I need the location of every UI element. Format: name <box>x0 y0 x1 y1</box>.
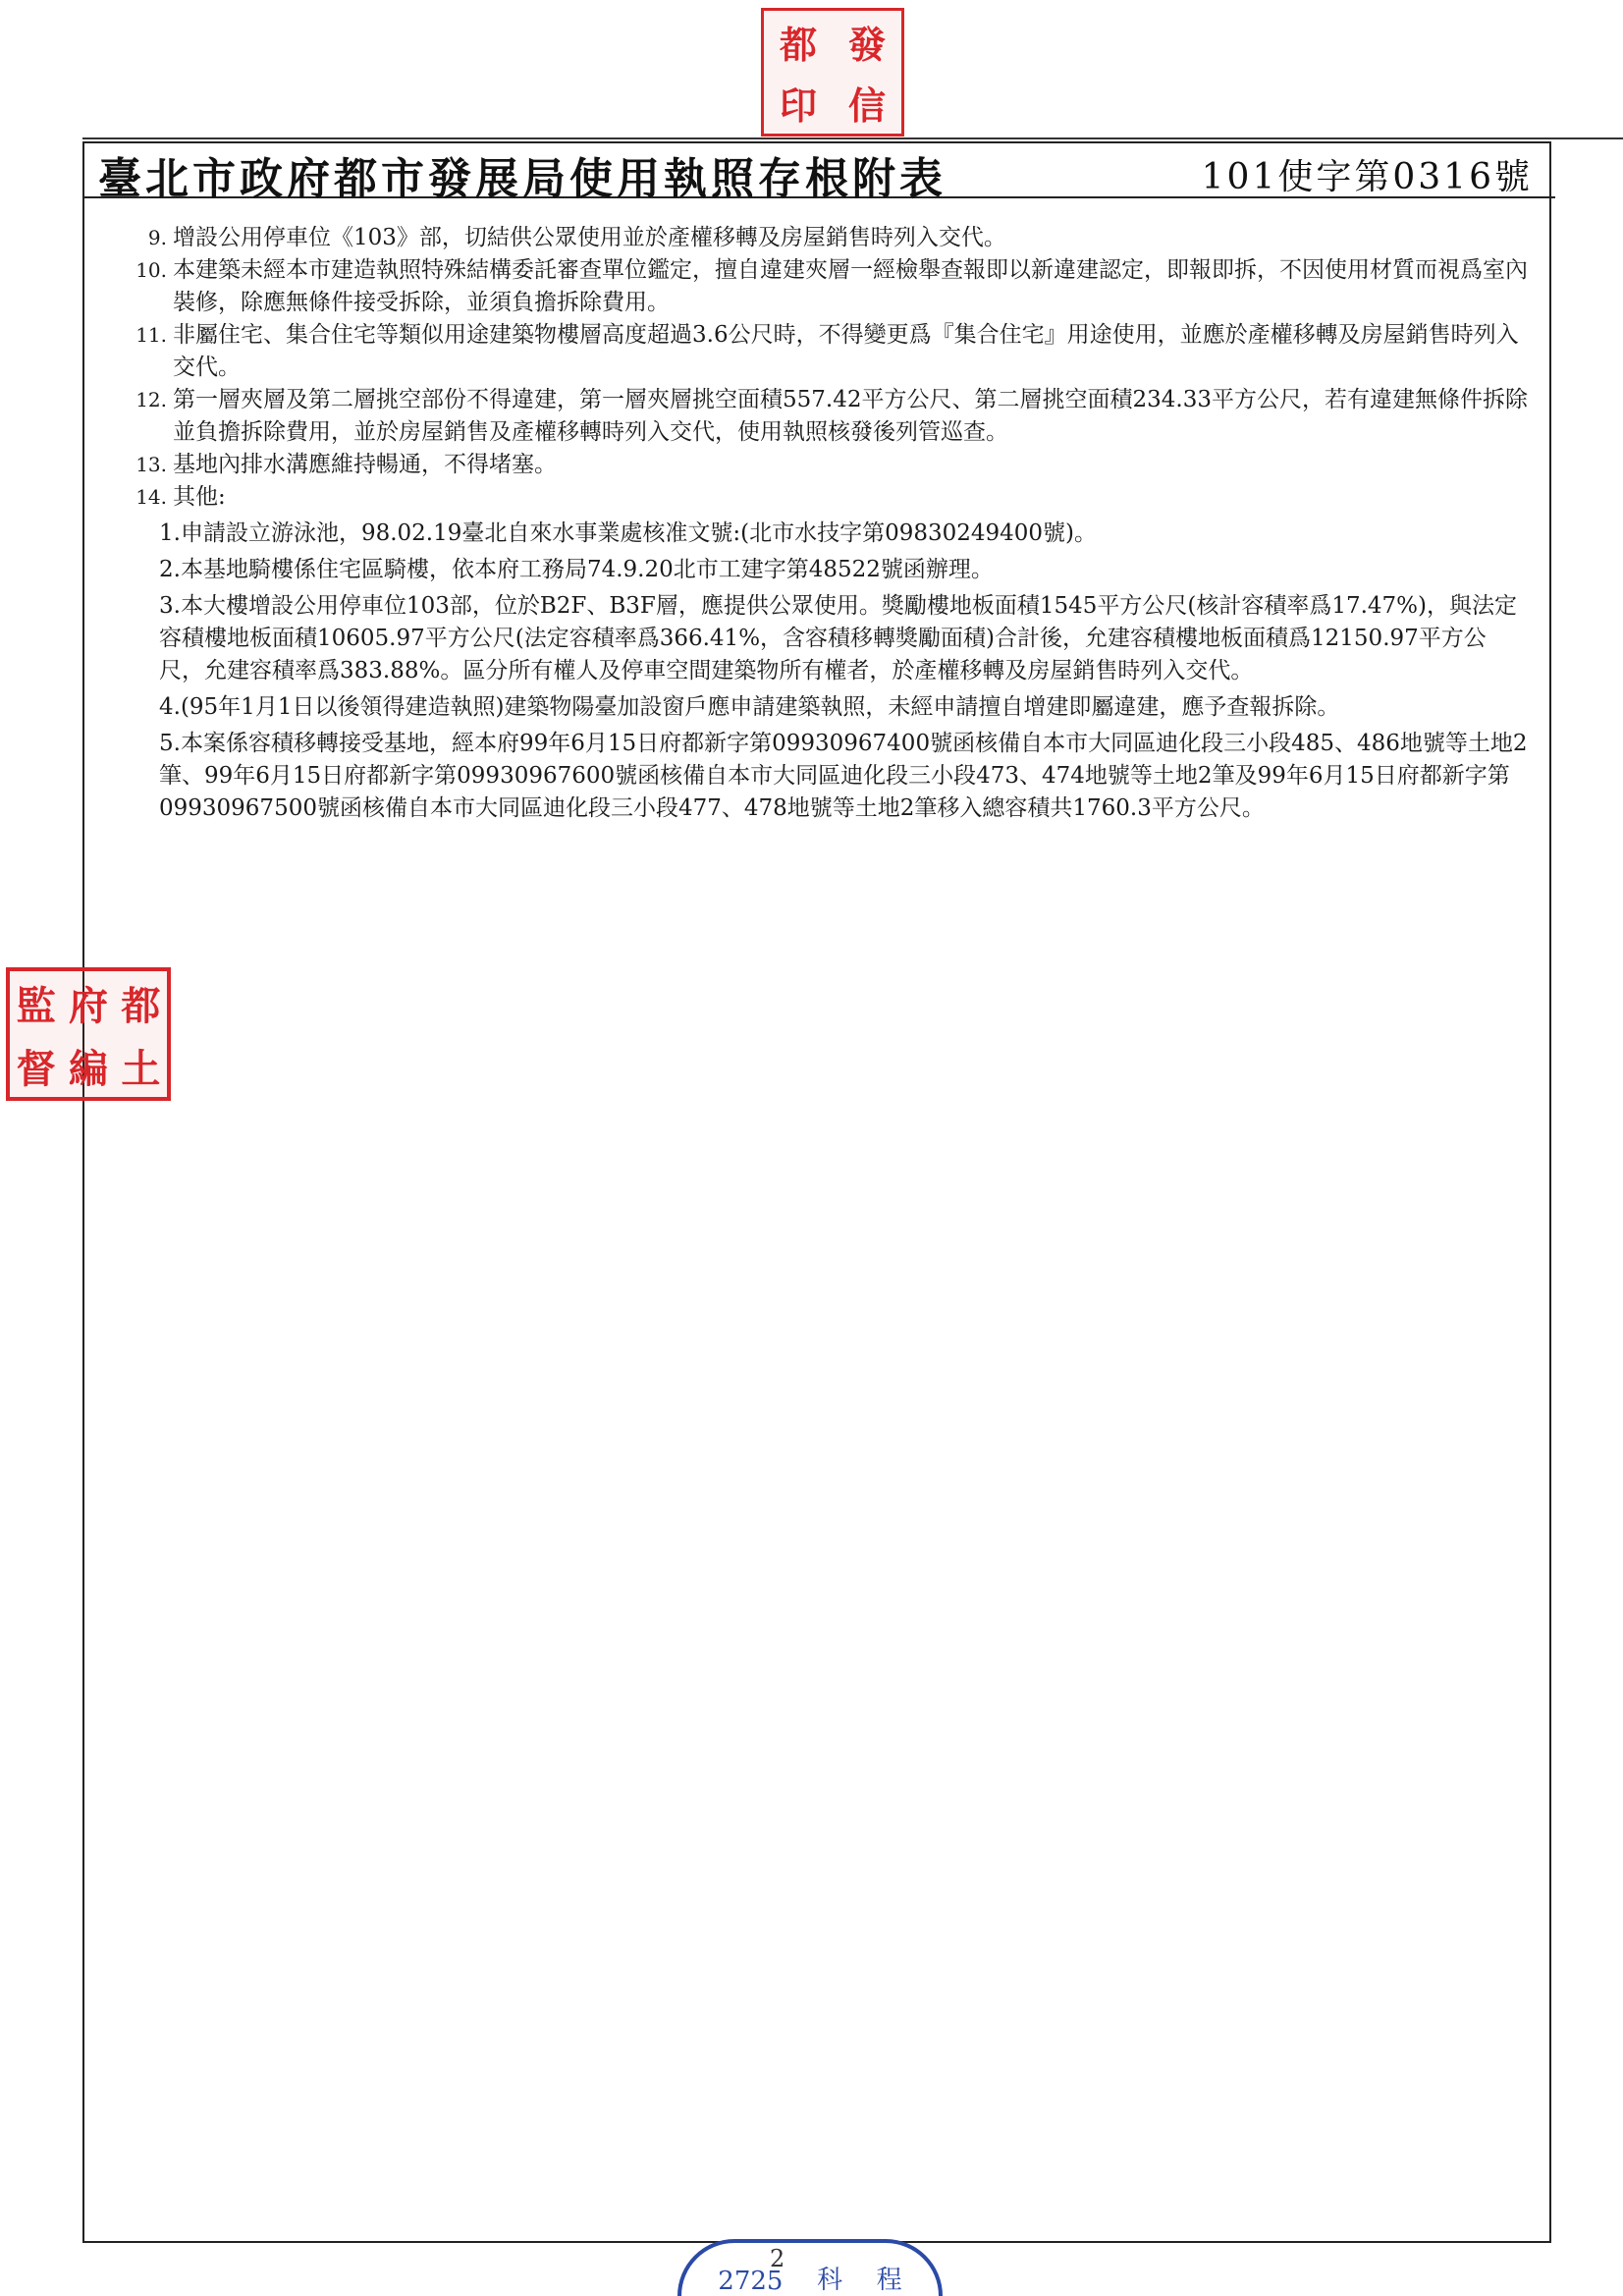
official-seal-bottom <box>677 2239 943 2296</box>
seal-glyph: 信 <box>847 83 886 129</box>
official-seal-left <box>6 967 171 1101</box>
list-item <box>126 384 1530 449</box>
item-text: 第一層夾層及第二層挑空部份不得違建，第一層夾層挑空面積557.42平方公尺、第二層挑空面積234.33平方公尺，若有違建無條件拆除並負擔拆除費用，並於房屋銷售及產權移轉時列入交代，使用執照核發後列管巡查。 <box>173 387 1528 445</box>
page-number: 2 <box>770 2245 785 2272</box>
permit-number: 101使字第0316號 <box>1201 157 1533 197</box>
seal-glyph: 監 <box>16 982 56 1029</box>
sub-item: 1.申請設立游泳池，98.02.19臺北自來水事業處核准文號:(北市水技字第09830249400號)。 <box>159 520 1098 546</box>
item-number: 9. <box>147 226 167 249</box>
seal-glyph: 編 <box>68 1045 108 1092</box>
seal-glyph: 都 <box>121 982 161 1029</box>
sub-item: 5.本案係容積移轉接受基地，經本府99年6月15日府都新字第09930967400號函核備自本市大同區迪化段三小段485、486地號等土地2筆、99年6月15日府都新字第09930967600號函核備自本市大同區迪化段三小段473、474地號等土地2筆及99年6月15日府都新字第09930967500號函核備自本市大同區迪化段三小段477、478地號等土地2筆移入總容積共1760.3平方公尺。 <box>159 731 1528 821</box>
seal-glyph: 府 <box>68 982 108 1029</box>
header-top-rule <box>82 137 1623 139</box>
item-text: 增設公用停車位《103》部，切結供公眾使用並於產權移轉及房屋銷售時列入交代。 <box>173 225 1006 250</box>
list-item <box>126 222 1530 254</box>
item-text: 其他: <box>173 484 226 510</box>
sub-item: 4.(95年1月1日以後領得建造執照)建築物陽臺加設窗戶應申請建築執照，未經申請擅自增建即屬違建，應予查報拆除。 <box>159 694 1340 720</box>
seal-glyph: 印 <box>779 83 817 129</box>
document-title: 臺北市政府都市發展局使用執照存根附表 <box>98 154 947 204</box>
conditions-list <box>126 222 1530 829</box>
seal-glyph: 土 <box>121 1045 161 1092</box>
list-item <box>126 481 1530 514</box>
seal-glyph: 程 <box>876 2266 902 2295</box>
list-item <box>126 254 1530 319</box>
item-text: 本建築未經本市建造執照特殊結構委託審查單位鑑定，擅自違建夾層一經檢舉查報即以新違建認定，即報即拆，不因使用材質而視爲室內裝修，除應無條件接受拆除，並須負擔拆除費用。 <box>173 257 1528 315</box>
official-seal-top <box>761 8 904 137</box>
seal-glyph: 發 <box>847 22 886 67</box>
item-number: 11. <box>135 323 167 347</box>
seal-glyph: 都 <box>779 22 817 67</box>
seal-glyph: 督 <box>16 1045 56 1092</box>
item-number: 13. <box>135 453 167 476</box>
sub-item: 2.本基地騎樓係住宅區騎樓，依本府工務局74.9.20北市工建字第48522號函辦理。 <box>159 557 994 582</box>
list-item <box>126 319 1530 384</box>
item-number: 10. <box>135 258 167 282</box>
sub-item: 3.本大樓增設公用停車位103部，位於B2F、B3F層，應提供公眾使用。獎勵樓地板面積1545平方公尺(核計容積率爲17.47%)，與法定容積樓地板面積10605.97平方公尺(法定容積率爲366.41%，含容積移轉獎勵面積)合計後，允建容積樓地板面積爲12150.97平方公尺，允建容積率爲383.88%。區分所有權人及停車空間建築物所有權者，於產權移轉及房屋銷售時列入交代。 <box>159 593 1518 683</box>
other-conditions <box>159 518 1530 825</box>
item-number: 12. <box>135 388 167 411</box>
list-item <box>126 449 1530 481</box>
item-number: 14. <box>135 485 167 509</box>
seal-glyph: 科 <box>817 2266 843 2295</box>
item-text: 基地內排水溝應維持暢通，不得堵塞。 <box>173 452 557 477</box>
seal-glyph: 2725 <box>718 2267 784 2296</box>
item-text: 非屬住宅、集合住宅等類似用途建築物樓層高度超過3.6公尺時，不得變更爲『集合住宅』用途使用，並應於產權移轉及房屋銷售時列入交代。 <box>173 322 1519 380</box>
